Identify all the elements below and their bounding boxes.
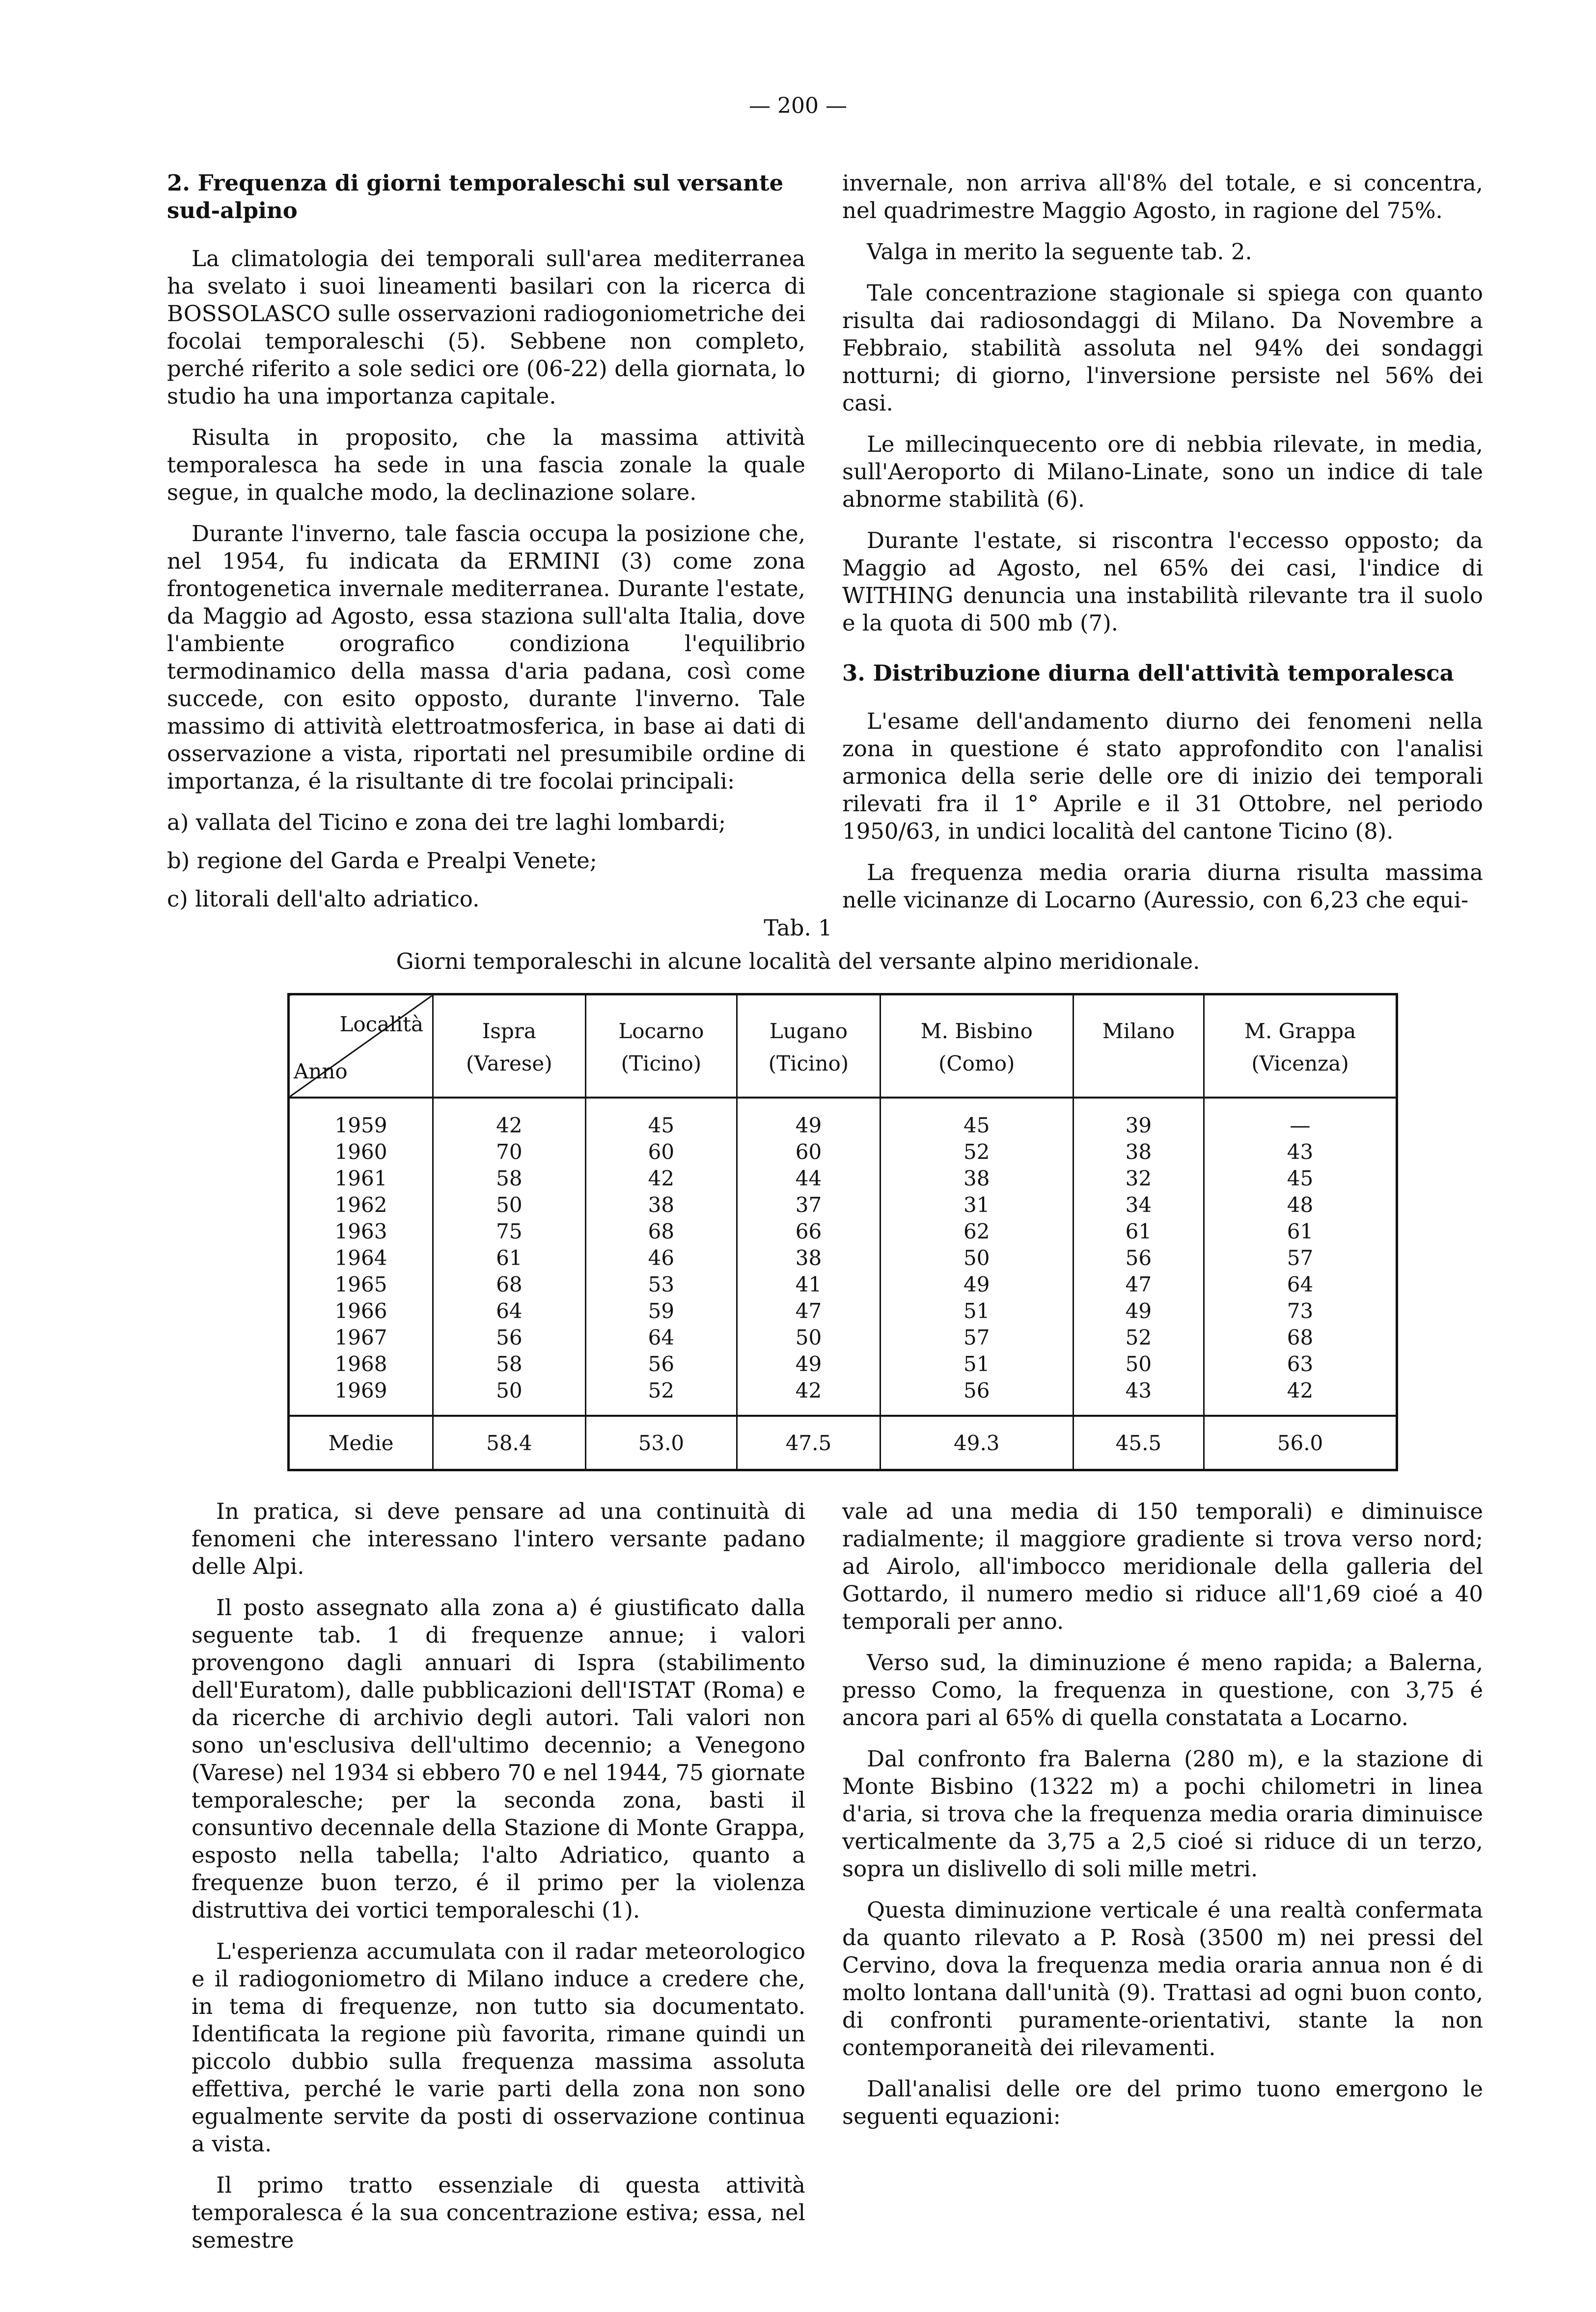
table-cell: 61 [433, 1245, 586, 1271]
column-header-name: Ispra [482, 1019, 536, 1043]
table-cell: 49 [737, 1351, 881, 1377]
table-title: Giorni temporaleschi in alcune località del versante alpino meridionale. [396, 948, 1200, 974]
table-row [289, 1245, 1397, 1271]
table-cell: 50 [880, 1245, 1073, 1271]
table-cell: 49 [880, 1271, 1073, 1298]
column-bottom-left [192, 1498, 805, 2268]
table-cell: 43 [1204, 1139, 1397, 1165]
column-header-name: Locarno [618, 1019, 704, 1043]
table-cell: 50 [433, 1192, 586, 1218]
column-top-right [842, 169, 1483, 928]
table-cell: 1960 [289, 1139, 433, 1165]
list-item: b) regione del Garda e Prealpi Venete; [167, 848, 597, 874]
table-cell: 58 [433, 1351, 586, 1377]
table-cell: 43 [1073, 1377, 1204, 1416]
paragraph: Risulta in proposito, che la massima attività temporalesca ha sede in una fascia zonale la quale segue, in qualche modo, la declinazione solare. [167, 424, 805, 505]
column-bottom-right [842, 1498, 1483, 2144]
table-body [289, 1098, 1397, 1416]
column-header [880, 994, 1073, 1098]
table-header-row [289, 994, 1397, 1098]
table-row [289, 1139, 1397, 1165]
table-cell: 44 [737, 1165, 881, 1192]
column-header-sub: (Ticino) [768, 1051, 849, 1075]
paragraph: Questa diminuzione verticale é una realtà confermata da quanto rilevato a P. Rosà (3500 m) nei pressi del Cervino, dova la frequenza media oraria annua non é di molto lontana dall'unità (9). Trattasi ad ogni buon conto, di confronti puramente-orientativi, stante la non contemporaneità dei rilevamenti. [842, 1897, 1483, 2061]
section-heading-2: 2. Frequenza di giorni temporaleschi sul versante sud-alpino [167, 170, 784, 223]
table-cell: 39 [1073, 1098, 1204, 1139]
table-cell: 56 [880, 1377, 1073, 1416]
paragraph: Tale concentrazione stagionale si spiega con quanto risulta dai radiosondaggi di Milano. Da Novembre a Febbraio, stabilità assoluta nel 94% dei sondaggi notturni; di giorno, l'inversione persiste nel 56% dei casi. [842, 280, 1483, 416]
table-cell: 52 [880, 1139, 1073, 1165]
table-cell: 1961 [289, 1165, 433, 1192]
table-cell: 62 [880, 1218, 1073, 1245]
paragraph: La frequenza media oraria diurna risulta massima nelle vicinanze di Locarno (Auressio, con 6,23 che equi- [842, 859, 1483, 913]
table-cell: 31 [880, 1192, 1073, 1218]
column-header [1204, 994, 1397, 1098]
column-header-sub: (Como) [938, 1051, 1015, 1075]
table-cell: — [1204, 1098, 1397, 1139]
table-cell: 41 [737, 1271, 881, 1298]
paragraph: L'esperienza accumulata con il radar meteorologico e il radiogoniometro di Milano induce a credere che, in tema di frequenze, non tutto sia documentato. Identificata la regione più favorita, rimane quindi un piccolo dubbio sulla frequenza massima assoluta effettiva, perché le varie parti della zona non sono egualmente servite da posti di osservazione continua a vista. [192, 1938, 805, 2157]
table-cell: 1963 [289, 1218, 433, 1245]
table-cell: 42 [585, 1165, 737, 1192]
table-cell: 49.3 [880, 1416, 1073, 1470]
table-row [289, 1351, 1397, 1377]
table-row [289, 1324, 1397, 1351]
table-cell: 70 [433, 1139, 586, 1165]
table-cell: 46 [585, 1245, 737, 1271]
paragraph: Durante l'estate, si riscontra l'eccesso opposto; da Maggio ad Agosto, nel 65% dei casi, l'indice di WITHING denuncia una instabilità rilevante tra il suolo e la quota di 500 mb (7). [842, 527, 1483, 636]
table-cell: 61 [1204, 1218, 1397, 1245]
table-cell: 53.0 [585, 1416, 737, 1470]
table-cell: 50 [1073, 1351, 1204, 1377]
table-cell: 34 [1073, 1192, 1204, 1218]
paragraph: vale ad una media di 150 temporali) e diminuisce radialmente; il maggiore gradiente si trova verso nord; ad Airolo, all'imbocco meridionale della galleria del Gottardo, il numero medio si riduce all'1,69 cioé a 40 temporali per anno. [842, 1498, 1483, 1634]
table-cell: 1965 [289, 1271, 433, 1298]
paragraph: invernale, non arriva all'8% del totale, e si concentra, nel quadrimestre Maggio Agosto, in ragione del 75%. [842, 170, 1483, 223]
table-row [289, 1218, 1397, 1245]
table-row [289, 1298, 1397, 1324]
column-header-sub: (Varese) [466, 1051, 552, 1075]
column-header [433, 994, 586, 1098]
table-cell: 56 [433, 1324, 586, 1351]
paragraph: Le millecinquecento ore di nebbia rilevate, in media, sull'Aeroporto di Milano-Linate, sono un indice di tale abnorme stabilità (6). [842, 431, 1483, 512]
table-cell: 38 [1073, 1139, 1204, 1165]
table-cell: 68 [1204, 1324, 1397, 1351]
table-corner-cell [289, 994, 433, 1098]
table-cell: Medie [289, 1416, 433, 1470]
corner-label-year: Anno [294, 1059, 348, 1083]
table-cell: 51 [880, 1351, 1073, 1377]
table-cell: 61 [1073, 1218, 1204, 1245]
column-header-name: M. Bisbino [920, 1019, 1033, 1043]
column-header [1073, 994, 1204, 1098]
table-cell: 52 [585, 1377, 737, 1416]
table-cell: 50 [433, 1377, 586, 1416]
column-header-name: M. Grappa [1244, 1019, 1356, 1043]
table-cell: 49 [1073, 1298, 1204, 1324]
table-footer-row [289, 1416, 1397, 1470]
table-cell: 64 [1204, 1271, 1397, 1298]
table-cell: 57 [880, 1324, 1073, 1351]
paragraph: Il posto assegnato alla zona a) é giustificato dalla seguente tab. 1 di frequenze annue; i valori provengono dagli annuari di Ispra (stabilimento dell'Euratom), dalle pubblicazioni dell'ISTAT (Roma) e da ricerche di archivio degli autori. Tali valori non sono un'esclusiva dell'ultimo decennio; a Venegono (Varese) nel 1934 si ebbero 70 e nel 1944, 75 giornate temporalesche; per la seconda zona, basti il consuntivo decennale della Stazione di Monte Grappa, esposto nella tabella; l'alto Adriatico, quanto a frequenze buon terzo, é il primo per la violenza distruttiva dei vortici temporaleschi (1). [192, 1595, 805, 1923]
table-cell: 56 [1073, 1245, 1204, 1271]
paragraph: Durante l'inverno, tale fascia occupa la posizione che, nel 1954, fu indicata da ERMINI (3) come zona frontogenetica invernale mediterranea. Durante l'estate, da Maggio ad Agosto, essa staziona sull'alta Italia, dove l'ambiente orografico condiziona l'equilibrio termodinamico della massa d'aria padana, così come succede, con esito opposto, durante l'inverno. Tale massimo di attività elettroatmosferica, in base ai dati di osservazione a vista, riportati nel presumibile ordine di importanza, é la risultante di tre focolai principali: [167, 521, 805, 794]
paragraph: Dal confronto fra Balerna (280 m), e la stazione di Monte Bisbino (1322 m) a pochi chilometri in linea d'aria, si trova che la frequenza media oraria diminuisce verticalmente da 3,75 a 2,5 cioé si riduce di un terzo, sopra un dislivello di soli mille metri. [842, 1746, 1483, 1882]
table-cell: 38 [880, 1165, 1073, 1192]
table-cell: 38 [585, 1192, 737, 1218]
table-cell: 47 [1073, 1271, 1204, 1298]
table-cell: 1969 [289, 1377, 433, 1416]
table-cell: 73 [1204, 1298, 1397, 1324]
table-cell: 57 [1204, 1245, 1397, 1271]
table-cell: 56 [585, 1351, 737, 1377]
table-cell: 42 [737, 1377, 881, 1416]
table-cell: 1968 [289, 1351, 433, 1377]
table-row [289, 1098, 1397, 1139]
table-cell: 32 [1073, 1165, 1204, 1192]
paragraph: In pratica, si deve pensare ad una continuità di fenomeni che interessano l'intero versante padano delle Alpi. [192, 1498, 805, 1579]
column-header-sub: (Vicenza) [1251, 1051, 1349, 1075]
paragraph: Valga in merito la seguente tab. 2. [867, 239, 1252, 265]
table-cell: 51 [880, 1298, 1073, 1324]
table-cell: 38 [737, 1245, 881, 1271]
table-cell: 58.4 [433, 1416, 586, 1470]
list-item: a) vallata del Ticino e zona dei tre laghi lombardi; [167, 809, 726, 835]
table-cell: 56.0 [1204, 1416, 1397, 1470]
table-cell: 50 [737, 1324, 881, 1351]
table-cell: 68 [433, 1271, 586, 1298]
column-header-sub: (Ticino) [621, 1051, 702, 1075]
table-cell: 45 [585, 1098, 737, 1139]
table-cell: 53 [585, 1271, 737, 1298]
table-cell: 58 [433, 1165, 586, 1192]
paragraph: L'esame dell'andamento diurno dei fenomeni nella zona in questione é stato approfondito con l'analisi armonica della serie delle ore di inizio dei temporali rilevati fra il 1° Aprile e il 31 Ottobre, nel periodo 1950/63, in undici località del cantone Ticino (8). [842, 708, 1483, 844]
paragraph: Il primo tratto essenziale di questa attività temporalesca é la sua concentrazione estiva; essa, nel semestre [192, 2172, 805, 2253]
page-number: — 200 — [749, 93, 847, 118]
table-cell: 75 [433, 1218, 586, 1245]
table-row [289, 1165, 1397, 1192]
table-row [289, 1271, 1397, 1298]
table-cell: 42 [1204, 1377, 1397, 1416]
list-item: c) litorali dell'alto adriatico. [167, 886, 480, 912]
column-header [737, 994, 881, 1098]
column-header [585, 994, 737, 1098]
table-cell: 63 [1204, 1351, 1397, 1377]
corner-label-location: Località [339, 1012, 423, 1036]
table-cell: 48 [1204, 1192, 1397, 1218]
table-cell: 60 [737, 1139, 881, 1165]
table-label: Tab. 1 [764, 915, 832, 941]
table-cell: 66 [737, 1218, 881, 1245]
table-cell: 45 [880, 1098, 1073, 1139]
table-cell: 68 [585, 1218, 737, 1245]
table-cell: 60 [585, 1139, 737, 1165]
section-heading-3: 3. Distribuzione diurna dell'attività temporalesca [842, 660, 1454, 686]
table-cell: 42 [433, 1098, 586, 1139]
table-cell: 1967 [289, 1324, 433, 1351]
table-cell: 64 [585, 1324, 737, 1351]
column-header-name: Milano [1102, 1019, 1175, 1043]
table-cell: 59 [585, 1298, 737, 1324]
table-cell: 64 [433, 1298, 586, 1324]
table-cell: 45.5 [1073, 1416, 1204, 1470]
paragraph: La climatologia dei temporali sull'area mediterranea ha svelato i suoi lineamenti basilari con la ricerca di BOSSOLASCO sulle osservazioni radiogoniometriche dei focolai temporaleschi (5). Sebbene non completo, perché riferito a sole sedici ore (06-22) della giornata, lo studio ha una importanza capitale. [167, 246, 805, 409]
column-top-left [167, 169, 805, 924]
table-cell: 47.5 [737, 1416, 881, 1470]
table-cell: 45 [1204, 1165, 1397, 1192]
table-cell: 1966 [289, 1298, 433, 1324]
table-cell: 37 [737, 1192, 881, 1218]
table-cell: 47 [737, 1298, 881, 1324]
paragraph: Verso sud, la diminuzione é meno rapida; a Balerna, presso Como, la frequenza in questione, con 3,75 é ancora pari al 65% di quella constatata a Locarno. [842, 1650, 1483, 1731]
paragraph: Dall'analisi delle ore del primo tuono emergono le seguenti equazioni: [842, 2076, 1483, 2129]
table-cell: 1964 [289, 1245, 433, 1271]
column-header-name: Lugano [769, 1019, 848, 1043]
table-cell: 1962 [289, 1192, 433, 1218]
table-row [289, 1192, 1397, 1218]
table-row [289, 1377, 1397, 1416]
table-cell: 52 [1073, 1324, 1204, 1351]
table-cell: 49 [737, 1098, 881, 1139]
table-cell: 1959 [289, 1098, 433, 1139]
thunderstorm-days-table [287, 993, 1398, 1471]
